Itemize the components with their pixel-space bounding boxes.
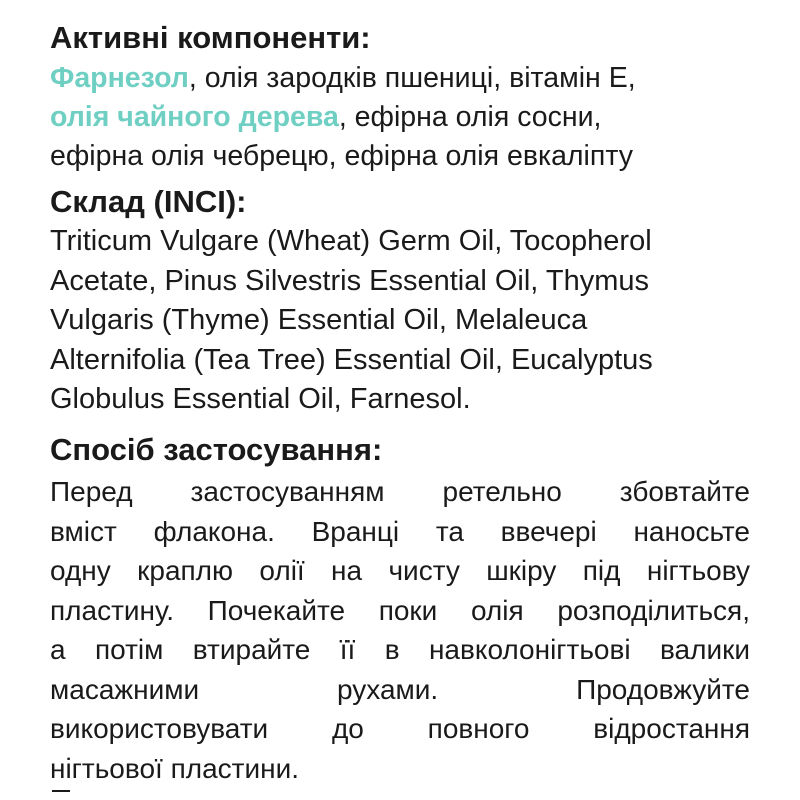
usage-body [50, 472, 750, 788]
active-highlight-farnesol: Фарнезол [50, 62, 189, 94]
active-components-line-2 [50, 98, 750, 137]
active-line-2-rest: , ефірна олія сосни, [338, 101, 602, 133]
active-components-line-3: ефірна олія чебрецю, ефірна олія евкаліпту [50, 140, 633, 172]
inci-body [50, 222, 750, 420]
active-components-body [50, 59, 750, 176]
inci-line: Triticum Vulgare (Wheat) Germ Oil, Tocopherol [50, 225, 652, 257]
active-highlight-tea-tree: олія чайного дерева [50, 101, 339, 133]
usage-line: використовувати до повного відростання [50, 713, 750, 744]
inci-line: Acetate, Pinus Silvestris Essential Oil, Thymus [50, 264, 650, 297]
page-edge-mark [52, 790, 70, 792]
usage-section [50, 432, 750, 788]
active-line-1-rest: , олія зародків пшениці, вітамін Е, [188, 62, 636, 94]
usage-line: нігтьової пластини. [50, 752, 299, 784]
usage-line: вміст флакона. Вранці та ввечері наносьте [50, 515, 750, 547]
usage-heading: Спосіб застосування: [50, 432, 383, 467]
inci-heading: Склад (INCI): [50, 184, 247, 219]
usage-line: одну краплю олії на чисту шкіру під нігтьову [50, 555, 750, 586]
active-components-line-1 [50, 59, 750, 98]
usage-line: Перед застосуванням ретельно збовтайте [50, 476, 750, 507]
inci-line: Vulgaris (Thyme) Essential Oil, Melaleuca [50, 304, 588, 336]
inci-line: Alternifolia (Tea Tree) Essential Oil, Eucalyptus [50, 343, 653, 376]
usage-line: масажними рухами. Продовжуйте [50, 673, 750, 705]
active-components-heading: Активні компоненти: [50, 20, 371, 55]
usage-line: а потім втирайте її в навколонігтьові валики [50, 634, 750, 665]
usage-line: пластину. Почекайте поки олія розподілиться, [50, 594, 750, 626]
inci-line: Globulus Essential Oil, Farnesol. [50, 383, 471, 415]
active-components-section [50, 20, 750, 176]
inci-section [50, 184, 750, 420]
